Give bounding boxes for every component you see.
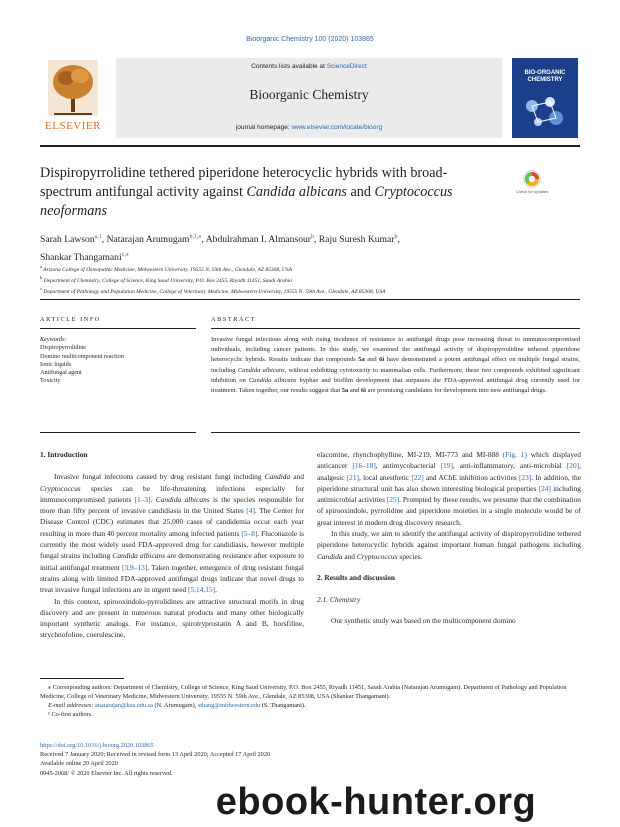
affiliations <box>40 263 580 295</box>
reference-link[interactable]: [3,9–13] <box>122 562 148 572</box>
title-species-2: Cryptococcus neoformans <box>40 184 453 219</box>
intro-paragraph-2: In this context, spirooxindolo-pyrrolidines are attractive structural motifs in drug discovery and are present in numerous natural products and many other biologically important synthetic analogs. For instance, spirotryprostatin A and B, horsfiline, strychnofoline, coerulescine, <box>40 596 304 640</box>
abstract-text <box>211 335 580 396</box>
watermark: ebook-hunter.org <box>215 781 537 823</box>
article-info-bottom-rule <box>40 432 196 433</box>
reference-link[interactable]: [19] <box>440 461 453 471</box>
journal-cover-image <box>512 58 578 138</box>
article-info-rule <box>40 328 196 329</box>
cofirst-note: ¹ Co-first authors. <box>48 711 93 718</box>
keyword: Domino multicomponent reaction <box>40 352 124 360</box>
reference-link[interactable]: [4] <box>246 506 255 516</box>
article-info-heading: ARTICLE INFO <box>40 316 101 323</box>
article-title <box>40 164 490 221</box>
keyword: Ionic liquids <box>40 360 72 368</box>
check-for-updates-badge[interactable] <box>515 170 549 204</box>
affiliation-text: Department of Chemistry, College of Science, King Saud University, P.O. Box 2455, Riyadh 11451, Saudi Arabia <box>43 277 293 284</box>
author-name[interactable]: Abdulrahman I. Almansour <box>205 234 311 246</box>
check-for-updates-label: Check for updates <box>515 189 549 194</box>
compound-label: 5a <box>358 356 365 364</box>
check-for-updates-icon <box>523 170 541 188</box>
compound-label: 6i <box>360 387 366 395</box>
affiliation-sup: b <box>40 274 43 280</box>
email-label: E-mail addresses: <box>48 702 94 709</box>
elsevier-tree-icon <box>48 60 98 116</box>
copyright: 0045-2068/ © 2020 Elsevier Inc. All rights reserved. <box>40 769 173 777</box>
footnote-rule <box>40 678 124 679</box>
author-sup[interactable]: c,⁎ <box>121 251 129 258</box>
reference-link[interactable]: [20] <box>566 461 580 471</box>
abstract-part: , without exhibiting cytotoxicity to mammalian cells. Furthermore, these two compounds exhibited significant inhibition on <box>211 366 580 384</box>
author-sup[interactable]: b <box>394 234 398 240</box>
elsevier-logo <box>40 58 106 138</box>
reference-link[interactable]: [1–3] <box>134 494 151 504</box>
author-separator: , <box>201 234 206 246</box>
footnotes <box>40 683 580 719</box>
email-link[interactable]: sthang@midwestern.edu <box>197 702 261 709</box>
cover-title: BIO-ORGANIC CHEMISTRY <box>524 70 566 83</box>
email-owner: (S. Thangamani). <box>260 702 306 709</box>
affiliation-text: Department of Pathology and Population Medicine, College of Veterinary Medicine, Midwestern University, 19555 N. 59th Ave., Glendale, AZ 85308, USA <box>43 288 386 295</box>
keyword: Toxicity <box>40 377 61 385</box>
header-rule <box>40 145 580 147</box>
email-owner: (N. Arumugam), <box>152 702 198 709</box>
results-paragraph-1: Our synthetic study was based on the multicomponent domino <box>331 615 516 625</box>
abstract-part: Invasive fungal infections along with rising incidence of resistance to antifungal drugs pose increasing threat to immunocompromised individuals, including cancer patients. In this study, we examined the antifungal activity of dispiropyrrolidine tethered piperidone heterocyclic hybrids. Results indicate that compounds <box>211 336 580 364</box>
affiliation-rule <box>40 299 580 300</box>
author-separator: , <box>101 234 107 246</box>
affiliation-sup: a <box>40 264 42 269</box>
author-sup[interactable]: b <box>310 234 314 240</box>
article-meta <box>40 741 580 778</box>
species-name: Candida albicans <box>237 366 285 374</box>
compound-label: 5a <box>341 387 349 395</box>
author-separator: , <box>397 234 400 246</box>
keywords-label: Keywords: <box>40 336 67 343</box>
corresponding-author-note: ⁎ Corresponding authors: Department of Chemistry, College of Science, King Saud University, P.O. Box 2455, Riyadh 11451, Saudi Arabia (Natarajan Arumugam). Department of Pathology and Population Medicine, College of Veterinary Medicine, Midwestern University, 19555 N. 59th Ave., Glendale, AZ 85308, USA (Shankar Thangamani). <box>40 684 567 700</box>
affiliation-item <box>40 263 580 274</box>
figure-link[interactable]: (Fig. 1) <box>502 450 527 459</box>
author-name[interactable]: Natarajan Arumugam <box>106 234 190 246</box>
title-text: Dispiropyrrolidine tethered piperidone heterocyclic hybrids with broad-spectrum antifungal activity against <box>40 165 448 200</box>
affiliation-item <box>40 274 580 285</box>
author-separator: , <box>313 234 319 246</box>
received-dates: Received 7 January 2020; Received in revised form 13 April 2020; Accepted 17 April 2020 <box>40 751 271 759</box>
abstract-part: and <box>348 387 361 395</box>
email-link[interactable]: anatarajan@ksu.edu.sa <box>95 702 153 709</box>
reference-link[interactable]: [23] <box>518 472 532 482</box>
intro-paragraph-1: Invasive fungal infections caused by drug resistant fungi including Candida and Cryptococcus species can be life-threatening infections especially for immunocompromised patients [1–3]. Candida albicans is the species responsible for more than fifty percent of invasive candidiasis in the United States [4]. The Center for Disease Control (CDC) estimates that 25,000 cases of candidemia occur each year resulting in more than 40 percent mortality among infected patients [5–8]. Fluconazole is currently the most widely used FDA-approved drug for candidiasis, however multiple fungal strains including Candida albicans are demonstrating resistance after exposure to initial antifungal treatment [3,9–13]. Taken together, emergence of drug resistant fungal strains along with limited FDA-approved antifungal drugs indicate that novel drugs to treat invasive fungal infections are in urgent need [5,14,15]. <box>40 472 304 595</box>
abstract-bottom-rule <box>211 432 580 433</box>
author-name[interactable]: Shankar Thangamani <box>40 251 122 263</box>
homepage-link[interactable]: www.elsevier.com/locate/bioorg <box>291 124 383 131</box>
section-heading-introduction: 1. Introduction <box>40 450 88 459</box>
body-column-left <box>40 449 304 641</box>
abstract-part: are promising candidates for development into new antifungal drugs. <box>365 387 547 395</box>
contents-prefix: Contents lists available at <box>251 63 327 70</box>
abstract-rule <box>211 328 580 329</box>
reference-link[interactable]: [22] <box>411 472 424 482</box>
affiliation-text: Arizona College of Osteopathic Medicine, Midwestern University, 19555 N. 59th Ave., Glendale, AZ 85308, USA <box>43 266 292 273</box>
contents-line <box>116 63 502 70</box>
journal-title: Bioorganic Chemistry <box>249 87 369 102</box>
title-and: and <box>346 184 375 200</box>
cover-molecule-art <box>522 94 568 130</box>
email-addresses <box>40 701 580 710</box>
species-name: Candida albicans <box>248 376 297 384</box>
journal-reference[interactable]: Bioorganic Chemistry 100 (2020) 103865 <box>246 36 374 43</box>
body-column-right <box>317 449 581 626</box>
reference-link[interactable]: [24] <box>538 483 551 493</box>
title-species-1: Candida albicans <box>246 184 347 200</box>
author-list <box>40 230 580 265</box>
keywords-block <box>40 336 200 386</box>
abstract-part: have demonstrated a potent antifungal effect on multiple fungal strains, including <box>211 356 580 374</box>
abstract-part: and <box>364 356 380 364</box>
affiliation-sup: c <box>40 285 42 291</box>
intro-paragraph-3: elacomine, rhynchophylline, MI-219, MI-773 and MI-888 (Fig. 1) which displayed anticancer [16–18], antimycobacterial [19], anti-inflammatory, anti-microbial [20], analgesic [21], local anesthetic [22] and AChE inhibition activities [23]. In addition, the piperidone structural unit has also shown interesting biological properties [24] including antimicrobial activities [25]. Prompted by these results, we presume that the combination of spirooxindole, pyrrolidine and piperidone moieties in a single molecule would be of great interest in modern drug discovery research. <box>317 450 582 527</box>
reference-link[interactable]: [5–8] <box>241 528 258 538</box>
elsevier-wordmark: ELSEVIER <box>45 120 101 132</box>
reference-link[interactable]: [21] <box>346 472 360 482</box>
compound-label: 6i <box>379 356 385 364</box>
keyword: Dispiropyrrolidine <box>40 344 87 352</box>
author-name[interactable]: Sarah Lawson <box>40 234 95 246</box>
subsection-heading-chemistry: 2.1. Chemistry <box>317 595 361 605</box>
reference-link[interactable]: [16–18] <box>352 461 376 471</box>
author-name[interactable]: Raju Suresh Kumar <box>318 234 395 246</box>
author-sup[interactable]: a,1 <box>94 234 102 240</box>
homepage-prefix: journal homepage: <box>235 124 292 131</box>
reference-link[interactable]: [5,14,15] <box>188 585 216 595</box>
available-online: Available online 20 April 2020 <box>40 760 118 768</box>
intro-paragraph-4: In this study, we aim to identify the antifungal activity of dispiropyrrolidine tethered piperidone heterocyclic hybrids against important human fungal pathogens including Candida and Cryptococcus species. <box>317 529 581 561</box>
abstract-heading: ABSTRACT <box>211 316 257 323</box>
section-heading-results: 2. Results and discussion <box>317 572 396 582</box>
author-sup[interactable]: b,1,⁎ <box>189 234 202 240</box>
homepage-line <box>116 124 502 131</box>
doi-link[interactable]: https://doi.org/10.1016/j.bioorg.2020.103865 <box>40 742 154 749</box>
reference-link[interactable]: [25] <box>386 495 400 505</box>
sciencedirect-link[interactable]: ScienceDirect <box>326 63 367 70</box>
keyword: Antifungal agent <box>40 369 82 377</box>
abstract-part: hyphae and biofilm development that surpasses the FDA-approved antifungal drug currently used for treatment. Taken together, our results suggest that <box>211 376 581 395</box>
affiliation-item <box>40 285 580 296</box>
